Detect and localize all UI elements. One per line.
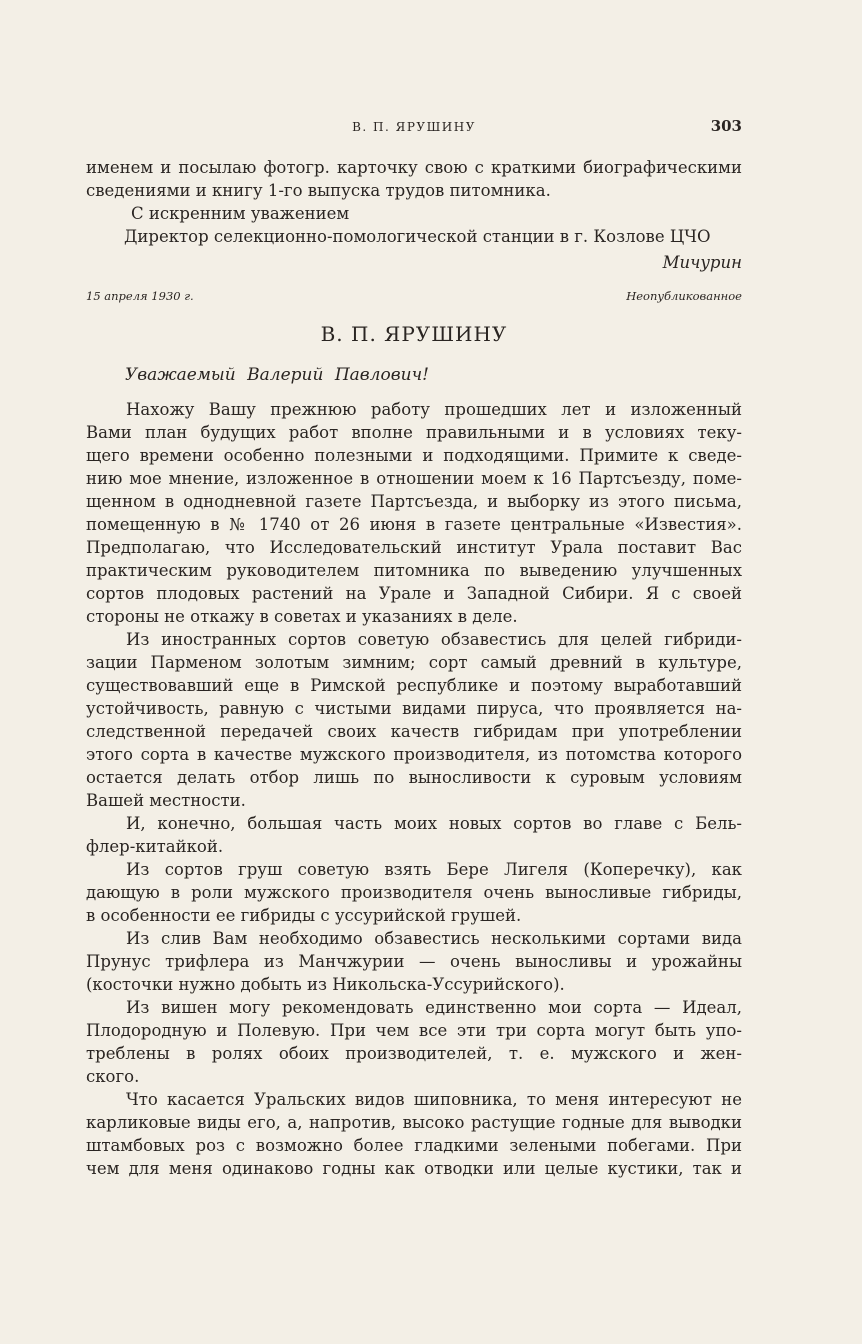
signature: Мичурин: [662, 253, 742, 272]
letter-body: [86, 398, 742, 1180]
text-line: (косточки нужно добыть из Никольска-Уссурийского).: [86, 975, 565, 994]
text-line: остается делать отбор лишь по выносливости к суровым условиям: [86, 768, 742, 787]
text-line: сведениями и книгу 1-го выпуска трудов питомника.: [86, 181, 551, 200]
signer-position: Директор селекционно-помологической станции в г. Козлове ЦЧО: [124, 227, 711, 246]
text-line: Что касается Уральских видов шиповника, то меня интересуют не: [126, 1090, 742, 1109]
text-line: в особенности ее гибриды с уссурийской грушей.: [86, 906, 522, 925]
text-line: практическим руководителем питомника по выведению улучшенных: [86, 561, 742, 580]
text-line: Из вишен могу рекомендовать единственно мои сорта — Идеал,: [126, 998, 742, 1017]
text-line: флер-китайкой.: [86, 837, 224, 856]
closing: [131, 202, 745, 225]
publication-status: Неопубликованное: [626, 289, 742, 303]
closing-title: [124, 225, 738, 248]
text-line: щенном в однодневной газете Партсъезда, и выборку из этого письма,: [86, 492, 742, 511]
text-line: щего времени особенно полезными и подходящими. Примите к сведе-: [86, 446, 742, 465]
text-line: нию мое мнение, изложенное в отношении моем к 16 Партсъезду, поме-: [86, 469, 742, 488]
text-line: Нахожу Вашу прежнюю работу прошедших лет и изложенный: [126, 400, 742, 419]
text-line: дающую в роли мужского производителя очень выносливые гибриды,: [86, 883, 742, 902]
text-line: устойчивость, равную с чистыми видами пируса, что проявляется на-: [86, 699, 742, 718]
page-number: 303: [710, 117, 742, 135]
text-line: сортов плодовых растений на Урале и Западной Сибири. Я с своей: [86, 584, 742, 603]
text-line: Из слив Вам необходимо обзавестись несколькими сортами вида: [126, 929, 742, 948]
text-line: этого сорта в качестве мужского производителя, из потомства которого: [86, 745, 742, 764]
letter-date: 15 апреля 1930 г.: [86, 289, 194, 303]
text-line: Вами план будущих работ вполне правильными и в условиях теку-: [86, 423, 742, 442]
salutation: Уважаемый Валерий Павлович!: [125, 365, 429, 385]
letter-title: В. П. ЯРУШИНУ: [320, 322, 508, 346]
text-line: И, конечно, большая часть моих новых сортов во главе с Бель-: [126, 814, 742, 833]
text-line: следственной передачей своих качеств гибридам при употреблении: [86, 722, 742, 741]
text-line: ского.: [86, 1067, 140, 1086]
text-line: Предполагаю, что Исследовательский институт Урала поставит Вас: [86, 538, 742, 557]
text-line: Вашей местности.: [86, 791, 246, 810]
running-title: В. П. ЯРУШИНУ: [352, 120, 476, 134]
closing-greeting: С искренним уважением: [131, 204, 350, 223]
prev-letter-text: [86, 156, 742, 202]
text-line: Прунус трифлера из Манчжурии — очень выносливы и урожайны: [86, 952, 742, 971]
text-line: существовавший еще в Римской республике и поэтому выработавший: [86, 676, 742, 695]
text-line: треблены в ролях обоих производителей, т. е. мужского и жен-: [86, 1044, 742, 1063]
text-line: чем для меня одинаково годны как отводки или целые кустики, так и: [86, 1159, 742, 1178]
letter-meta: [86, 289, 742, 305]
text-line: штамбовых роз с возможно более гладкими зелеными побегами. При: [86, 1136, 742, 1155]
text-line: Из сортов груш советую взять Бере Лигеля (Коперечку), как: [126, 860, 742, 879]
text-line: зации Парменом золотым зимним; сорт самый древний в культуре,: [86, 653, 742, 672]
text-line: карликовые виды его, а, напротив, высоко растущие годные для выводки: [86, 1113, 742, 1132]
text-line: Из иностранных сортов советую обзавестись для целей гибриди-: [126, 630, 742, 649]
text-line: Плодородную и Полевую. При чем все эти три сорта могут быть упо-: [86, 1021, 742, 1040]
text-line: стороны не откажу в советах и указаниях в деле.: [86, 607, 518, 626]
text-line: именем и посылаю фотогр. карточку свою с краткими биографическими: [86, 158, 742, 177]
text-line: помещенную в № 1740 от 26 июня в газете центральные «Известия».: [86, 515, 742, 534]
running-head: [86, 117, 742, 137]
